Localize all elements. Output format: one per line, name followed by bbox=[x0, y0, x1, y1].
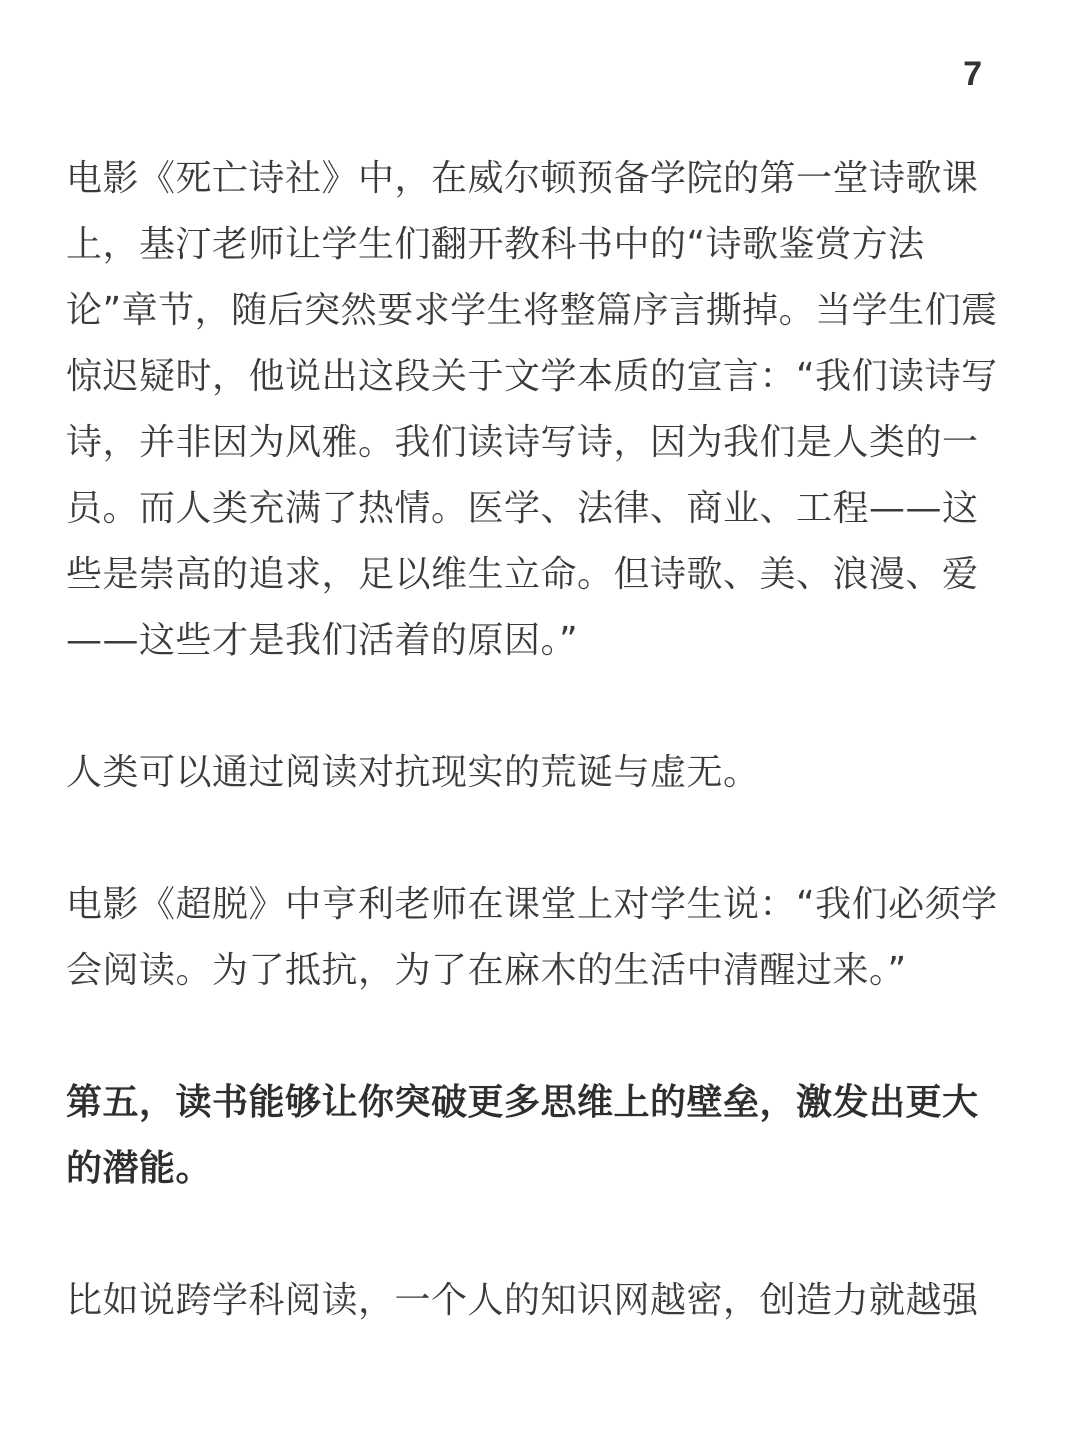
article-body bbox=[66, 146, 1014, 1334]
section-heading-fifth-point: 第五，读书能够让你突破更多思维上的壁垒，激发出更大的潜能。 bbox=[66, 1082, 979, 1189]
paragraph-interdisciplinary-reading: 比如说跨学科阅读，一个人的知识网越密，创造力就越强 bbox=[66, 1280, 979, 1321]
paragraph-detachment-quote: 电影《超脱》中亨利老师在课堂上对学生说：“我们必须学会阅读。为了抵抗，为了在麻木的生活中清醒过来。” bbox=[66, 884, 998, 991]
paragraph-reading-against-absurdity: 人类可以通过阅读对抗现实的荒诞与虚无。 bbox=[66, 752, 760, 793]
paragraph-dead-poets-society: 电影《死亡诗社》中，在威尔顿预备学院的第一堂诗歌课上，基汀老师让学生们翻开教科书中的“诗歌鉴赏方法论”章节，随后突然要求学生将整篇序言撕掉。当学生们震惊迟疑时，他说出这段关于文学本质的宣言：“我们读诗写诗，并非因为风雅。我们读诗写诗，因为我们是人类的一员。而人类充满了热情。医学、法律、商业、工程——这些是崇高的追求，足以维生立命。但诗歌、美、浪漫、爱——这些才是我们活着的原因。” bbox=[66, 158, 998, 661]
page-number: 7 bbox=[963, 55, 982, 93]
